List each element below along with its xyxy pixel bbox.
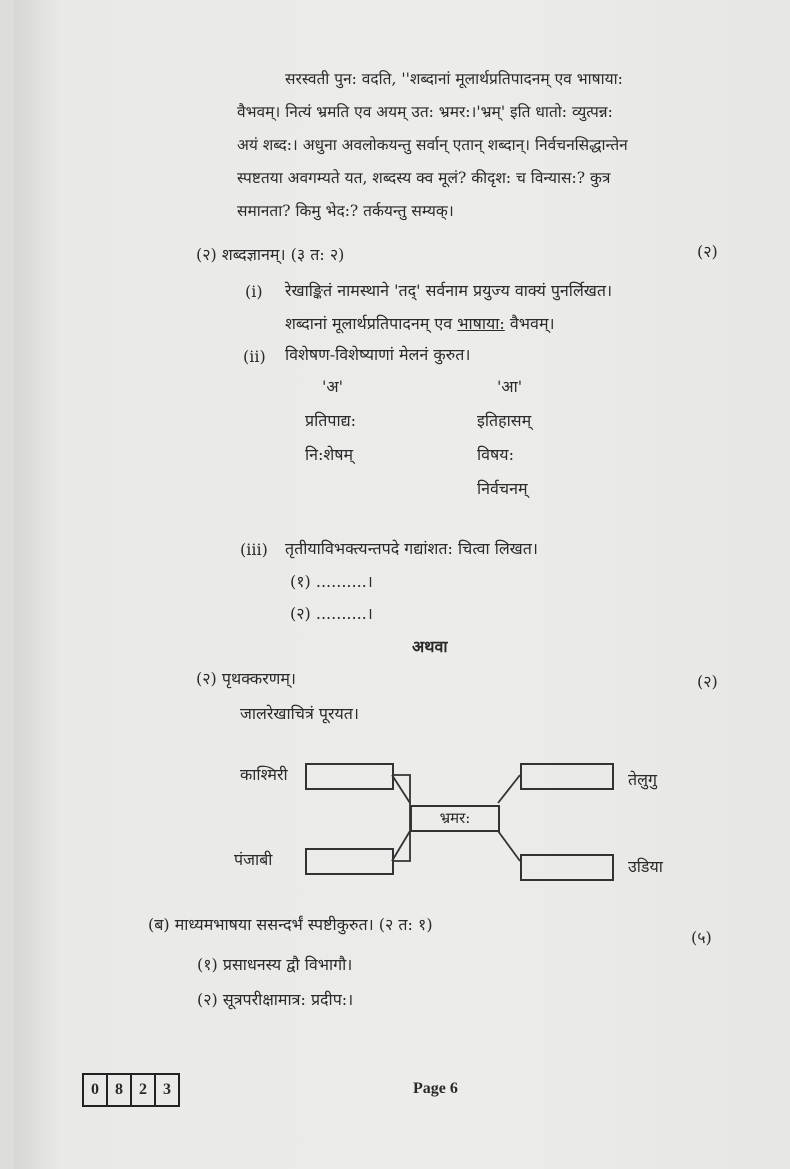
answer-box-top-left[interactable] [305,763,394,790]
page-number: Page 6 [413,1080,458,1097]
column-b-item: इतिहासम् [477,411,532,430]
question-heading: (२) पृथक्करणम्। [196,669,296,688]
answer-box-bottom-left[interactable] [305,848,394,875]
or-divider: अथवा [412,637,448,656]
label-top-right: तेलुगु [628,770,657,789]
code-digit: 8 [108,1075,132,1105]
label-top-left: काश्मिरी [240,765,288,784]
code-digit: 3 [163,1081,171,1098]
question-heading: (ब) माध्यमभाषया ससन्दर्भं स्पष्टीकुरुत। (२ त: १) [148,915,433,934]
passage-line: सरस्वती पुन: वदति, ''शब्दानां मूलार्थप्रतिपादनम् एव भाषाया: [285,70,623,88]
passage-line: समानता? किमु भेद:? तर्कयन्तु सम्यक्। [237,202,454,220]
label-bottom-right: उडिया [628,857,663,876]
passage-line: अयं शब्द:। अधुना अवलोकयन्तु सर्वान् एतान् शब्दान्। निर्वचनसिद्धान्तेन [237,136,628,154]
paper-code [82,1073,180,1107]
question-marks: (२) [697,672,718,691]
sentence-part: वैभवम्। [504,314,555,333]
question-marks: (२) [697,242,718,261]
answer-blank: (२) ..........। [290,604,373,623]
subquestion-number: (iii) [240,540,268,559]
instruction-text: जालरेखाचित्रं पूरयत। [240,704,359,723]
answer-box-top-right[interactable] [520,763,614,790]
center-box: भ्रमर: [410,805,500,832]
column-a-heading: 'अ' [322,377,344,396]
question-heading: (२) शब्दज्ञानम्। (३ त: २) [196,245,345,264]
code-digit: 0 [84,1075,108,1105]
code-digit: 2 [132,1075,156,1105]
subquestion-text: विशेषण-विशेष्याणां मेलनं कुरुत। [285,345,471,364]
column-b-item: विषय: [477,445,514,464]
passage-line: वैभवम्। नित्यं भ्रमति एव अयम् उत: भ्रमर:।'भ्रम्' इति धातो: व्युत्पन्न: [237,103,613,121]
answer-box-bottom-right[interactable] [520,854,614,881]
column-b-heading: 'आ' [497,377,523,396]
answer-blank: (१) ..........। [290,572,373,591]
subquestion-number: (ii) [243,347,266,366]
list-item: (२) सूत्रपरीक्षामात्र: प्रदीप:। [197,990,354,1009]
column-a-item: नि:शेषम् [305,445,354,464]
subquestion-text: रेखाङ्कितं नामस्थाने 'तद्' सर्वनाम प्रयुज्य वाक्यं पुनर्लिखत। [285,281,613,300]
list-item: (१) प्रसाधनस्य द्वौ विभागौ। [197,955,353,974]
column-b-item: निर्वचनम् [477,479,528,498]
sentence-part: शब्दानां मूलार्थप्रतिपादनम् एव [285,314,458,333]
question-marks: (५) [691,928,712,947]
passage-line: स्पष्टतया अवगम्यते यत, शब्दस्य क्व मूलं? कीदृश: च विन्यास:? कुत्र [237,169,611,187]
label-bottom-left: पंजाबी [234,850,273,869]
subquestion-text: तृतीयाविभक्त्यन्तपदे गद्यांशत: चित्वा लिखत। [285,539,538,558]
subquestion-number: (i) [245,282,263,301]
underlined-word: भाषाया: [457,314,505,333]
column-a-item: प्रतिपाद्य: [305,411,357,430]
